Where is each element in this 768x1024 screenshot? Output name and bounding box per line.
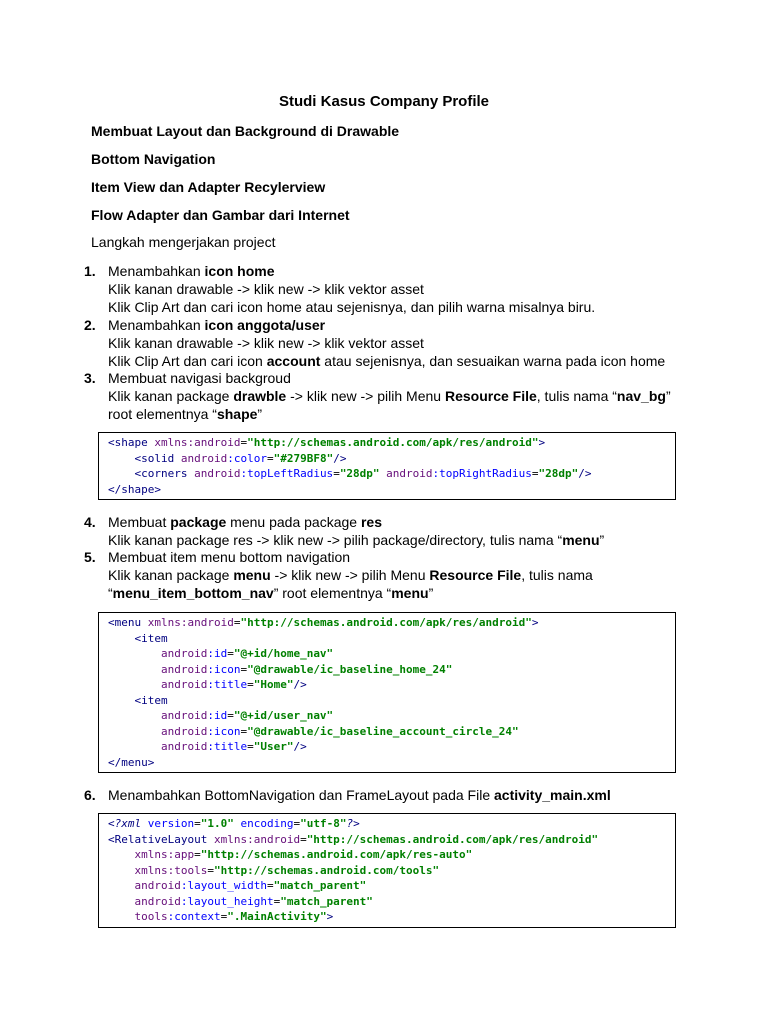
code-token: xmlns:app	[134, 848, 195, 861]
text-run: , tulis nama “	[536, 388, 617, 404]
text-run: root elementnya “	[108, 406, 217, 422]
text-run: ”	[428, 585, 434, 601]
code-token: "#279BF8"	[273, 451, 334, 465]
step-body	[108, 262, 708, 316]
code-token: xmlns:android	[147, 616, 234, 629]
bold-text: menu_item_bottom_nav	[112, 585, 274, 601]
code-block-menu	[98, 612, 676, 773]
text-run: Menambahkan	[108, 317, 205, 333]
bold-text: Resource File	[429, 567, 522, 583]
code-token: "@drawable/ic_baseline_home_24"	[247, 662, 453, 676]
step-line	[108, 405, 708, 423]
text-run: Membuat item menu bottom navigation	[108, 549, 351, 565]
code-line	[108, 435, 667, 451]
code-token: "1.0"	[200, 817, 241, 830]
code-token: android	[160, 647, 208, 660]
code-token: :topRightRadius	[432, 467, 532, 480]
text-run: atau sejenisnya, dan sesuaikan warna pada icon home	[320, 353, 666, 369]
code-token: ".MainActivity"	[227, 910, 327, 923]
code-token	[108, 864, 135, 877]
code-token: />	[293, 678, 307, 691]
code-token: "User"	[253, 740, 294, 753]
code-token: />	[333, 451, 347, 465]
bold-text: package	[170, 514, 227, 530]
code-token: xmlns:tools	[134, 863, 208, 877]
code-token: tools	[134, 910, 168, 923]
code-line	[108, 894, 667, 910]
text-run: Klik Clip Art dan cari icon	[108, 353, 267, 369]
section-heading-bottom-nav: Bottom Navigation	[91, 151, 216, 167]
code-token: =	[240, 662, 248, 676]
code-block-nav-bg	[98, 432, 676, 500]
step-line	[108, 334, 708, 352]
step-line	[108, 352, 708, 370]
code-line	[108, 755, 667, 771]
step-number: 3.	[84, 370, 96, 386]
code-token: xml	[121, 817, 148, 830]
bold-text: menu	[562, 532, 600, 548]
code-token	[108, 740, 161, 753]
bold-text: drawble	[233, 388, 287, 404]
code-token: =	[240, 436, 248, 449]
text-run: Klik kanan package	[108, 567, 234, 583]
code-token: =	[531, 467, 539, 480]
step-line	[108, 262, 708, 280]
text-run: -> klik new -> pilih Menu	[286, 388, 445, 404]
code-token: :context	[167, 910, 221, 923]
code-token: =	[266, 879, 274, 892]
code-token: />	[578, 467, 592, 480]
code-token	[108, 647, 161, 660]
code-token: :title	[207, 740, 248, 753]
bold-text: Resource File	[444, 388, 537, 404]
code-line	[108, 631, 667, 647]
code-token	[108, 709, 161, 722]
section-heading-layout: Membuat Layout dan Background di Drawable	[91, 123, 400, 139]
bold-text: icon home	[204, 263, 275, 279]
step-body	[108, 513, 708, 549]
code-token: "http://schemas.android.com/apk/res/android"	[306, 832, 599, 846]
code-token: <corners	[134, 467, 195, 480]
text-run: ”	[257, 406, 263, 422]
code-token: xmlns:android	[154, 436, 241, 449]
code-token	[108, 910, 135, 923]
step-line	[108, 786, 708, 804]
step-line	[108, 369, 708, 387]
code-token: android	[160, 709, 208, 722]
code-token: android	[134, 894, 181, 908]
text-run: -> klik new -> pilih Menu	[270, 567, 430, 583]
code-token: "@+id/user_nav"	[233, 709, 334, 722]
code-token: "@+id/home_nav"	[233, 647, 334, 660]
code-token: <menu	[108, 616, 148, 629]
text-run: Membuat navigasi backgroud	[108, 370, 291, 386]
code-token: "28dp"	[339, 467, 387, 480]
code-token	[108, 467, 135, 480]
step-number: 2.	[84, 317, 96, 333]
step-number: 6.	[84, 787, 96, 803]
code-line	[108, 662, 667, 678]
code-line	[108, 847, 667, 863]
code-token: "@drawable/ic_baseline_account_circle_24"	[247, 724, 519, 738]
code-token: android	[160, 662, 208, 676]
code-token: :title	[207, 678, 248, 691]
code-token: "utf-8"	[300, 817, 347, 830]
code-token	[108, 694, 135, 707]
code-token: android	[160, 678, 208, 691]
step-line	[108, 548, 708, 566]
bold-text: nav_bg	[616, 388, 666, 404]
bold-text: account	[266, 353, 321, 369]
code-token: <RelativeLayout	[108, 832, 214, 846]
code-token	[108, 663, 161, 676]
code-line	[108, 863, 667, 879]
intro-text: Langkah mengerjakan project	[91, 234, 276, 250]
code-token: =	[293, 817, 301, 830]
code-token: =	[207, 863, 214, 877]
code-token	[108, 848, 135, 861]
code-token: =	[300, 832, 307, 846]
step-line	[108, 531, 708, 549]
code-line	[108, 724, 667, 740]
code-token: "http://schemas.android.com/apk/res/android"	[247, 436, 539, 449]
code-token: :id	[207, 647, 228, 660]
code-token: =	[247, 678, 254, 691]
step-line	[108, 584, 708, 602]
text-run: Menambahkan	[108, 263, 205, 279]
step-line	[108, 387, 708, 405]
code-token: </menu>	[108, 755, 155, 769]
code-line	[108, 909, 667, 925]
text-run: “	[108, 585, 113, 601]
code-line	[108, 646, 667, 662]
code-token: encoding	[240, 817, 294, 830]
code-token: :layout_width	[180, 879, 267, 892]
bold-text: activity_main.xml	[494, 787, 611, 803]
code-token: =	[273, 894, 281, 908]
code-line	[108, 739, 667, 755]
text-run: ”	[599, 532, 605, 548]
code-token: android	[134, 879, 181, 892]
code-token: :topLeftRadius	[240, 467, 334, 480]
code-token: "match_parent"	[273, 879, 367, 892]
document-title: Studi Kasus Company Profile	[278, 93, 490, 110]
code-token: =	[333, 467, 340, 480]
code-token: :layout_height	[180, 894, 274, 908]
step-body	[108, 786, 708, 804]
code-line	[108, 615, 667, 631]
text-run: ” root elementnya “	[273, 585, 392, 601]
bold-text: menu	[391, 585, 429, 601]
code-line	[108, 708, 667, 724]
code-token: android	[160, 724, 208, 738]
code-token: "Home"	[253, 678, 294, 691]
text-run: Menambahkan BottomNavigation dan FrameLayout pada File	[108, 787, 494, 803]
code-token: :icon	[207, 662, 241, 676]
code-token: android	[160, 740, 208, 753]
code-token: :color	[227, 451, 267, 465]
bold-text: menu	[233, 567, 271, 583]
code-token: "http://schemas.android.com/tools"	[213, 863, 440, 877]
bold-text: shape	[216, 406, 258, 422]
code-token: version	[147, 817, 195, 830]
code-token: android	[194, 467, 241, 480]
step-line	[108, 513, 708, 531]
code-line	[108, 878, 667, 894]
text-run: Klik kanan package res -> klik new -> pilih package/directory, tulis nama “	[108, 532, 563, 548]
code-token: android	[180, 451, 228, 465]
step-line	[108, 298, 708, 316]
code-token: =	[240, 724, 248, 738]
code-token: >	[531, 616, 539, 629]
code-line	[108, 816, 667, 832]
code-token	[108, 895, 135, 908]
code-token: </shape>	[108, 482, 161, 496]
text-run: ”	[665, 388, 671, 404]
step-number: 5.	[84, 549, 96, 565]
code-token: "28dp"	[538, 467, 579, 480]
code-token: <item	[134, 631, 168, 645]
text-run: Klik kanan drawable -> klik new -> klik vektor asset	[108, 335, 424, 351]
code-token: :icon	[207, 724, 241, 738]
code-block-activity-main	[98, 813, 676, 928]
code-token: =	[247, 740, 254, 753]
code-token: =	[194, 817, 201, 830]
code-token: xmlns:android	[213, 832, 301, 846]
step-line	[108, 316, 708, 334]
code-line	[108, 677, 667, 693]
step-number: 1.	[84, 263, 96, 279]
text-run: menu pada package	[226, 514, 361, 530]
section-heading-flow-adapter: Flow Adapter dan Gambar dari Internet	[91, 207, 350, 223]
code-token	[108, 879, 135, 892]
code-token: <?	[108, 817, 122, 830]
code-token: <solid	[134, 451, 181, 465]
bold-text: icon anggota/user	[204, 317, 326, 333]
code-token: :id	[207, 709, 228, 722]
code-line	[108, 451, 667, 467]
text-run: , tulis nama	[521, 567, 593, 583]
code-token: =	[227, 709, 234, 722]
code-token: =	[266, 451, 274, 465]
code-token: "http://schemas.android.com/apk/res-auto"	[200, 848, 473, 861]
step-body	[108, 548, 708, 602]
code-token: =	[227, 647, 234, 660]
code-line	[108, 693, 667, 709]
text-run: Klik kanan package	[108, 388, 234, 404]
code-token: <item	[134, 693, 168, 707]
step-body	[108, 316, 708, 370]
code-token: <shape	[108, 436, 155, 449]
code-token	[108, 678, 161, 691]
code-token: "match_parent"	[280, 894, 373, 908]
code-token: >	[326, 910, 334, 923]
code-token: =	[233, 616, 241, 629]
code-line	[108, 466, 667, 482]
section-heading-recyclerview: Item View dan Adapter Recylerview	[91, 179, 326, 195]
code-token	[108, 725, 161, 738]
step-line	[108, 280, 708, 298]
bold-text: res	[360, 514, 382, 530]
code-token: "http://schemas.android.com/apk/res/android"	[240, 616, 532, 629]
code-line	[108, 482, 667, 498]
code-token: >	[538, 436, 546, 449]
text-run: Klik Clip Art dan cari icon home atau sejenisnya, dan pilih warna misalnya biru.	[108, 299, 596, 315]
code-token: =	[194, 848, 201, 861]
text-run: Klik kanan drawable -> klik new -> klik vektor asset	[108, 281, 424, 297]
code-token: ?>	[346, 817, 360, 830]
code-token	[108, 632, 135, 645]
step-body	[108, 369, 708, 423]
code-token: />	[293, 740, 307, 753]
text-run: Membuat	[108, 514, 171, 530]
code-token	[108, 452, 135, 465]
step-line	[108, 566, 708, 584]
step-number: 4.	[84, 514, 96, 530]
code-token: android	[386, 467, 433, 480]
code-line	[108, 832, 667, 848]
code-token: =	[220, 910, 228, 923]
